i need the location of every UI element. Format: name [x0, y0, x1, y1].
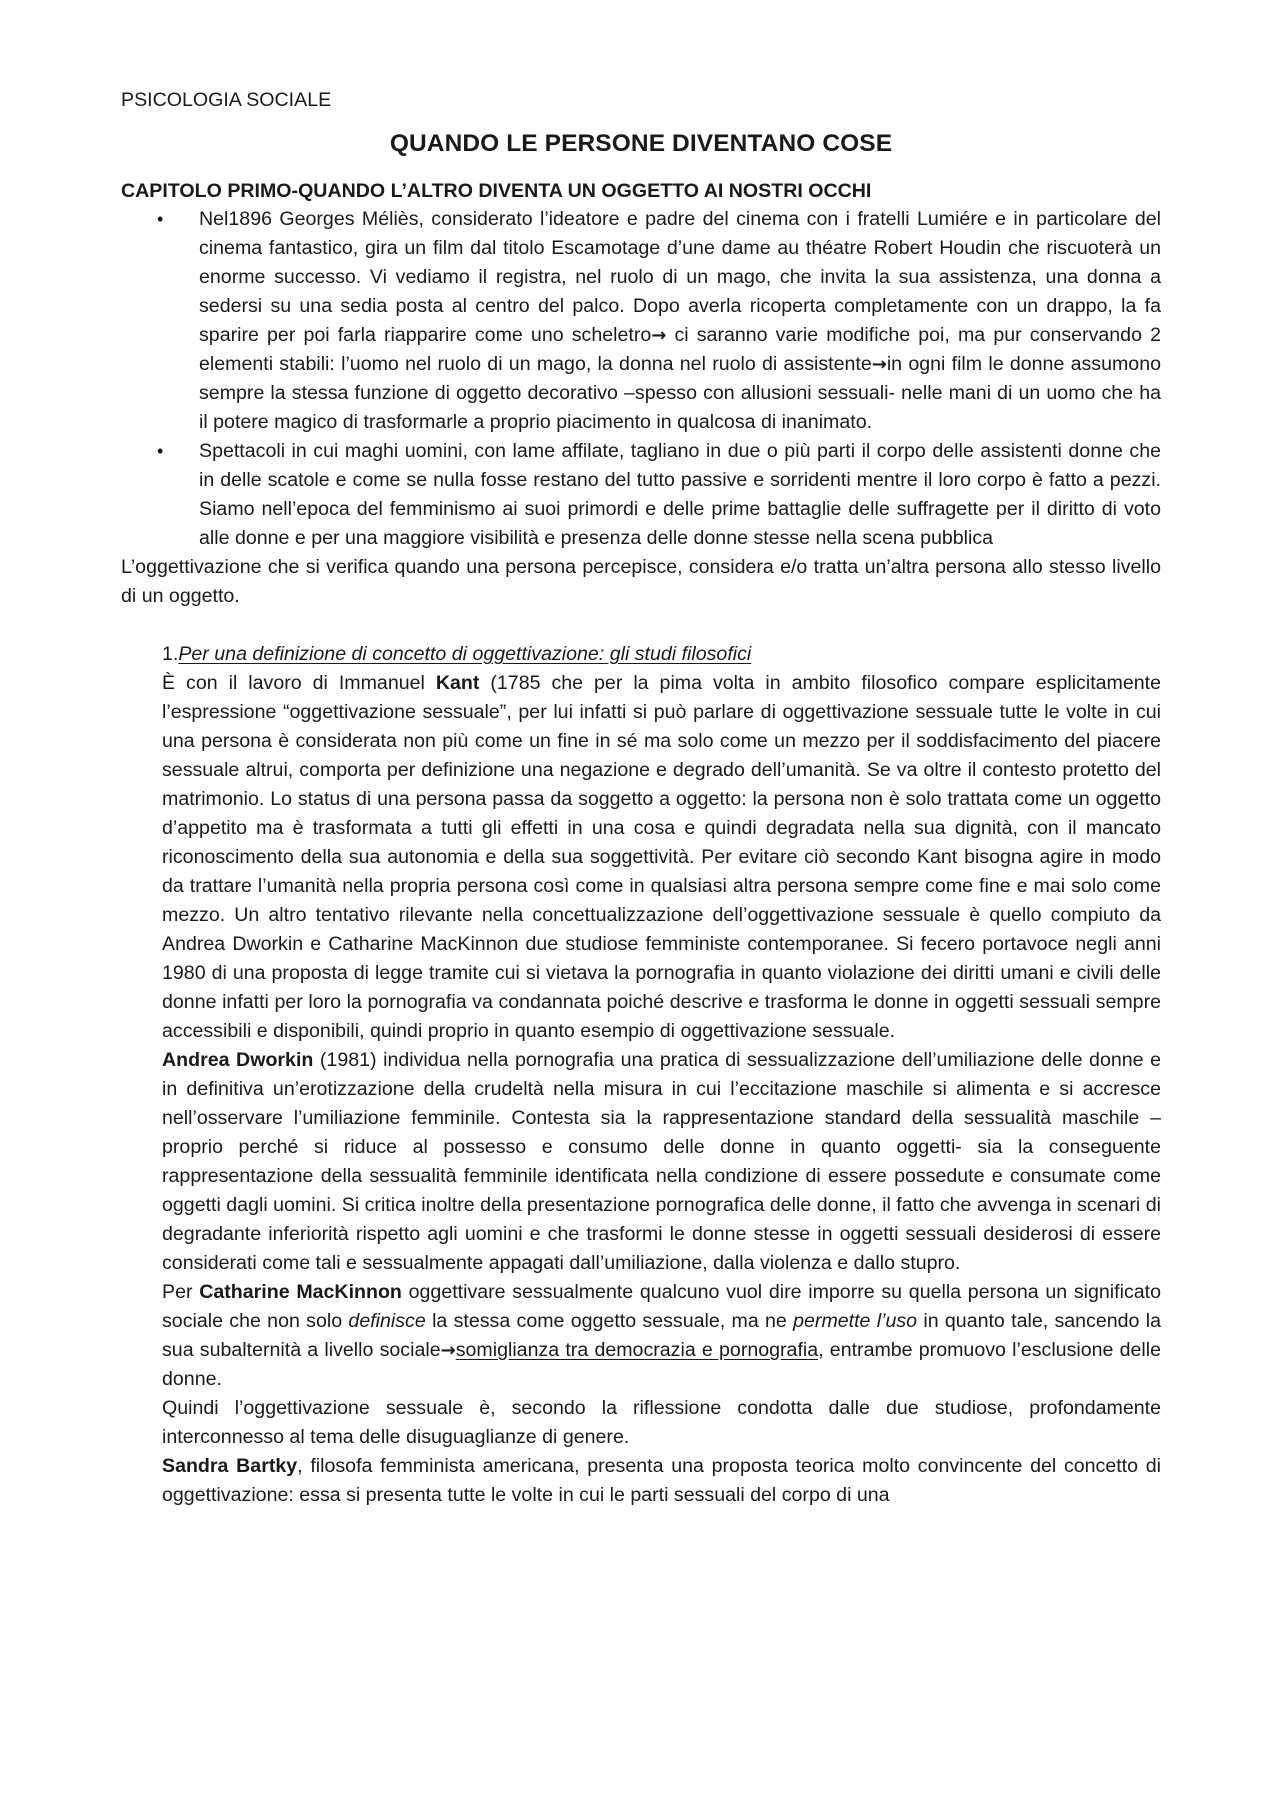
document-title: QUANDO LE PERSONE DIVENTANO COSE	[389, 130, 893, 157]
page-content	[121, 86, 1161, 1510]
arrow-right-icon: →	[651, 325, 667, 346]
text-run: Per	[162, 1281, 200, 1303]
bullet-list	[121, 205, 1161, 553]
bullet-text-part: Nel1896 Georges Méliès, considerato l’ideatore e padre del cinema con i fratelli Lumiére e in particolare del cinema fantastico, gira un film dal titolo Escamotage d’une dame au théatre Robert Houdin che riscuoterà un enorme successo. Vi vediamo il registra, nel ruolo di un mago, che invita la sua assistenza, una donna a sedersi su una sedia posta al centro del palco. Dopo averla ricoperta completamente con un drappo, la fa sparire per poi farla riapparire come uno scheletro	[199, 208, 1161, 346]
subject-header: PSICOLOGIA SOCIALE	[121, 89, 332, 111]
intro-paragraph: L’oggettivazione che si verifica quando una persona percepisce, considera e/o tratta un’altra persona allo stesso livello di un oggetto.	[121, 556, 1161, 607]
text-run: È con il lavoro di Immanuel	[162, 672, 436, 694]
text-run: (1785 che per la pima volta in ambito filosofico compare esplicitamente l’espressione “oggettivazione sessuale”, per lui infatti si può parlare di oggettivazione sessuale tutte le volte in cui una persona è considerata non più come un fine in sé ma solo come un mezzo per il soddisfacimento del piacere sessuale altrui, comporta per definizione una negazione e degrado dell’umanità. Se va oltre il contesto protetto del matrimonio. Lo status di una persona passa da soggetto a oggetto: la persona non è solo trattata come un oggetto d’appetito ma è trasformata a tutti gli effetti in una cosa e quindi degradata nella sua dignità, con il mancato riconoscimento della sua autonomia e della sua soggettività. Per evitare ciò secondo Kant bisogna agire in modo da trattare l’umanità nella propria persona così come in qualsiasi altra persona sempre come fine e mai solo come mezzo. Un altro tentativo rilevante nella concettualizzazione dell’oggettivazione sessuale è quello compiuto da Andrea Dworkin e Catharine MacKinnon due studiose femministe contemporanee. Si fecero portavoce negli anni 1980 di una proposta di legge tramite cui si vietava la pornografia in quanto violazione dei diritti umani e civili delle donne infatti per loro la pornografia va condannata poiché descrive e trasforma le donne in oggetti sessuali sempre accessibili e disponibili, quindi proprio in quanto esempio di oggettivazione sessuale.	[162, 672, 1162, 1042]
arrow-right-icon: →	[871, 354, 887, 375]
bullet-text-part: in ogni film le donne assumono sempre la stessa funzione di oggetto decorativo –spesso con allusioni sessuali- nelle mani di un uomo che ha il potere magico di trasformarle a proprio piacimento in qualcosa di inanimato.	[199, 353, 1161, 433]
bullet-icon: •	[157, 209, 164, 229]
chapter-title: CAPITOLO PRIMO-QUANDO L’ALTRO DIVENTA UN OGGETTO AI NOSTRI OCCHI	[121, 180, 872, 202]
text-run: oggettivare sessualmente qualcuno vuol dire imporre su quella persona un significato sociale che non solo	[162, 1281, 1161, 1332]
conclusion-paragraph: Quindi l’oggettivazione sessuale è, secondo la riflessione condotta dalle due studiose, profondamente interconnesso al tema delle disuguaglianze di genere.	[162, 1397, 1161, 1448]
underlined-text: somiglianza tra democrazia e pornografia	[455, 1339, 819, 1361]
arrow-right-icon: →	[440, 1340, 456, 1361]
author-name: Catharine MacKinnon	[199, 1281, 402, 1303]
dworkin-paragraph	[162, 1046, 1161, 1278]
text-run: (1981) individua nella pornografia una pratica di sessualizzazione dell’umiliazione delle donne e in definitiva un’erotizzazione della crudeltà nella misura in cui l’eccitazione maschile si alimenta e si accresce nell’osservare l’umiliazione femminile. Contesta sia la rappresentazione standard della sessualità maschile – proprio perché si riduce al possesso e consumo delle donne in quanto oggetti- sia la conseguente rappresentazione della sessualità femminile identificata nella condizione di essere possedute e consumate come oggetti dagli uomini. Si critica inoltre della presentazione pornografica delle donne, il fatto che avvenga in scenari di degradante inferiorità rispetto agli uomini e che trasformi le donne stesse in oggetti sessuali desiderosi di essere considerati come tali e sessualmente appagati dall’umiliazione, dalla violenza e dallo stupro.	[162, 1049, 1161, 1274]
author-name: Kant	[435, 672, 480, 694]
text-run: la stessa come oggetto sessuale, ma ne	[425, 1310, 794, 1332]
section-1	[121, 640, 1161, 1510]
text-run: , filosofa femminista americana, presenta una proposta teorica molto convincente del concetto di oggettivazione: essa si presenta tutte le volte in cui le parti sessuali del corpo di una	[162, 1455, 1161, 1506]
list-item	[157, 205, 1161, 437]
list-item	[157, 437, 1161, 553]
bartky-paragraph	[162, 1452, 1161, 1510]
section-heading-text: Per una definizione di concetto di oggettivazione: gli studi filosofici	[178, 643, 752, 665]
bullet-text-part: ci saranno varie modifiche poi, ma pur conservando 2 elementi stabili: l’uomo nel ruolo di un mago, la donna nel ruolo di assistente	[199, 324, 1161, 375]
mackinnon-paragraph	[162, 1278, 1161, 1394]
author-name: Sandra Bartky	[162, 1455, 298, 1477]
section-number: 1.	[162, 643, 179, 665]
section-heading	[162, 640, 1161, 669]
bullet-icon: •	[157, 441, 164, 461]
emphasis-text: definisce	[348, 1310, 426, 1332]
kant-paragraph	[162, 669, 1161, 1046]
text-run: , entrambe promuovo l’esclusione delle donne.	[162, 1339, 1162, 1390]
author-name: Andrea Dworkin	[162, 1049, 314, 1071]
emphasis-text: permette l’uso	[793, 1310, 918, 1332]
bullet-text: Spettacoli in cui maghi uomini, con lame affilate, tagliano in due o più parti il corpo delle assistenti donne che in delle scatole e come se nulla fosse restano del tutto passive e sorridenti mentre il loro corpo è fatto a pezzi. Siamo nell’epoca del femminismo ai suoi primordi e delle prime battaglie delle suffragette per il diritto di voto alle donne e per una maggiore visibilità e presenza delle donne stesse nella scena pubblica	[199, 440, 1161, 549]
text-run: in quanto tale, sancendo la sua subalternità a livello sociale	[162, 1310, 1161, 1361]
